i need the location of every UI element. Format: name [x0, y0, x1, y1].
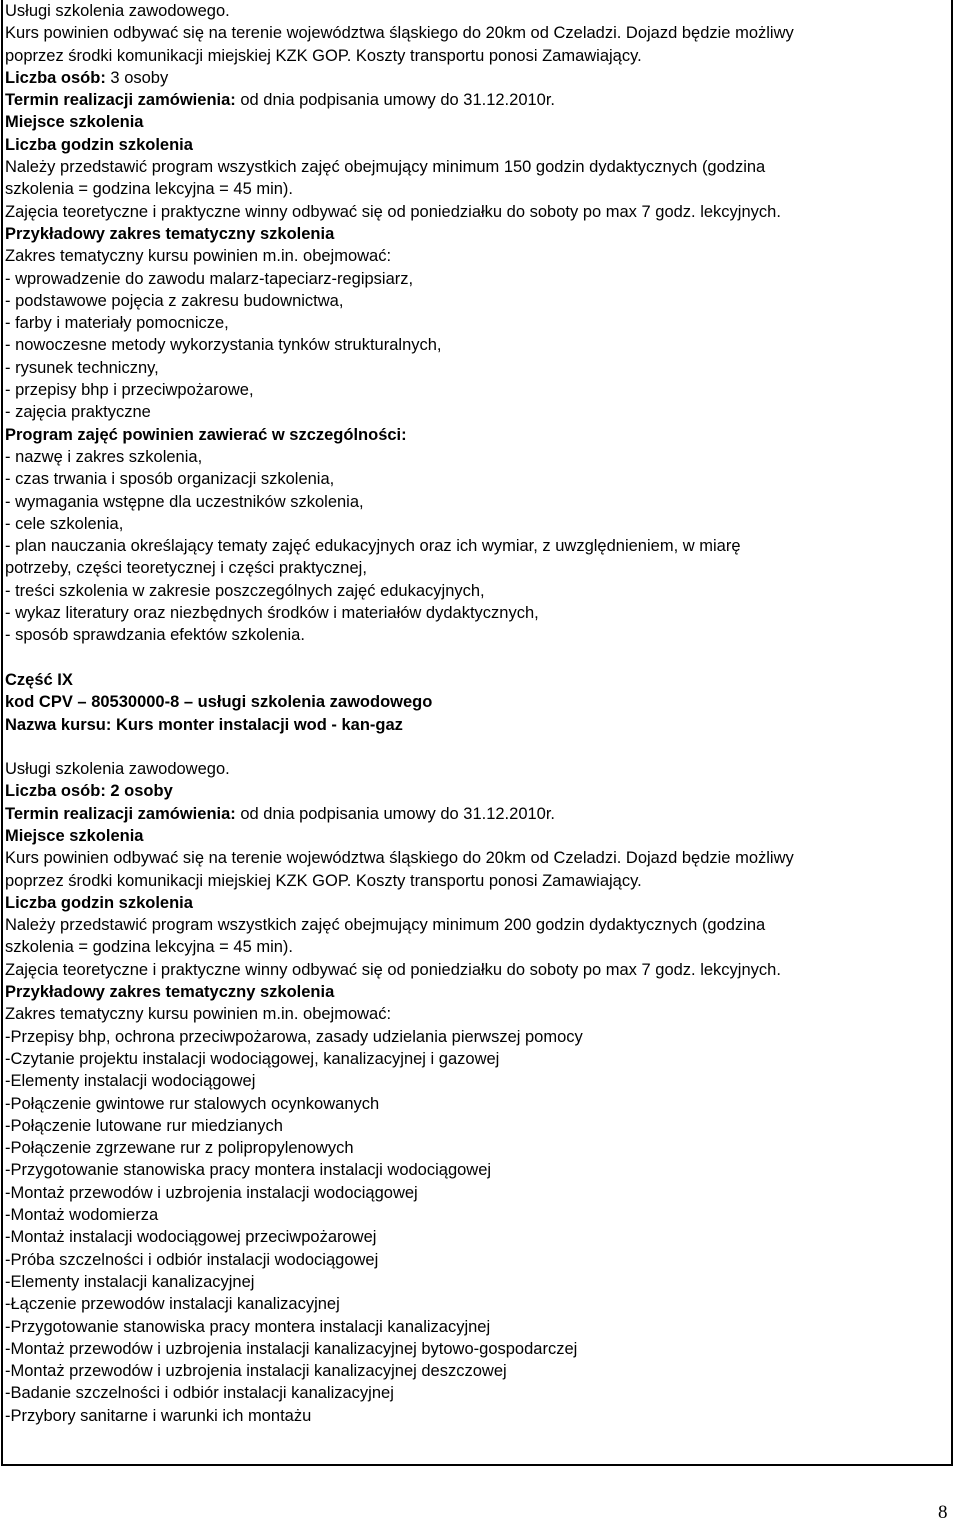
list-item: -Przygotowanie stanowiska pracy montera instalacji kanalizacyjnej	[5, 1317, 491, 1336]
scope-heading: Przykładowy zakres tematyczny szkolenia	[5, 983, 335, 1002]
hours-text-line-2: szkolenia = godzina lekcyjna = 45 min).	[5, 180, 293, 199]
persons-value: 3 osoby	[105, 68, 169, 87]
spacer	[5, 736, 949, 758]
location-text-line-2: poprzez środki komunikacji miejskiej KZK GOP. Koszty transportu ponosi Zamawiający.	[5, 871, 642, 890]
persons-line	[5, 67, 949, 89]
program-plan-line-1: - plan nauczania określający tematy zajęć edukacyjnych oraz ich wymiar, z uwzględnieniem, w miarę	[5, 537, 741, 556]
deadline-line	[5, 803, 949, 825]
service-type: Usługi szkolenia zawodowego.	[5, 2, 230, 20]
scope-heading: Przykładowy zakres tematyczny szkolenia	[5, 224, 335, 243]
place-heading: Miejsce szkolenia	[5, 113, 144, 132]
list-item: -Montaż wodomierza	[5, 1206, 159, 1225]
list-item: -Łączenie przewodów instalacji kanalizacyjnej	[5, 1295, 340, 1314]
document-frame	[1, 0, 953, 1466]
list-item: -Czytanie projektu instalacji wodociągowej, kanalizacyjnej i gazowej	[5, 1049, 500, 1068]
list-item: -Przybory sanitarne i warunki ich montażu	[5, 1406, 312, 1425]
list-item: -Połączenie zgrzewane rur z polipropylenowych	[5, 1139, 354, 1158]
deadline-value: od dnia podpisania umowy do 31.12.2010r.	[235, 804, 556, 823]
list-item: - przepisy bhp i przeciwpożarowe,	[5, 381, 254, 400]
deadline-label: Termin realizacji zamówienia:	[5, 91, 236, 110]
course-name: Nazwa kursu: Kurs monter instalacji wod - kan-gaz	[5, 715, 403, 734]
list-item: -Przygotowanie stanowiska pracy montera instalacji wodociągowej	[5, 1161, 492, 1180]
hours-heading: Liczba godzin szkolenia	[5, 893, 193, 912]
location-text-line-1: Kurs powinien odbywać się na terenie województwa śląskiego do 20km od Czeladzi. Dojazd będzie możliwy	[5, 24, 794, 43]
location-text-line-1: Kurs powinien odbywać się na terenie województwa śląskiego do 20km od Czeladzi. Dojazd będzie możliwy	[5, 849, 794, 868]
scope-intro: Zakres tematyczny kursu powinien m.in. obejmować:	[5, 1005, 392, 1024]
scope-intro: Zakres tematyczny kursu powinien m.in. obejmować:	[5, 247, 392, 266]
cpv-line: kod CPV – 80530000-8 – usługi szkolenia zawodowego	[5, 693, 433, 712]
hours-text-line-1: Należy przedstawić program wszystkich zajęć obejmujący minimum 200 godzin dydaktycznych (godzina	[5, 916, 766, 935]
deadline-value: od dnia podpisania umowy do 31.12.2010r.	[235, 91, 556, 110]
list-item: -Przepisy bhp, ochrona przeciwpożarowa, zasady udzielania pierwszej pomocy	[5, 1027, 583, 1046]
list-item: - nazwę i zakres szkolenia,	[5, 447, 203, 466]
list-item: -Elementy instalacji wodociągowej	[5, 1072, 256, 1091]
list-item: - podstawowe pojęcia z zakresu budownictwa,	[5, 291, 344, 310]
deadline-line	[5, 89, 949, 111]
part-title: Część IX	[5, 670, 73, 689]
list-item: -Montaż przewodów i uzbrojenia instalacji wodociągowej	[5, 1183, 418, 1202]
location-text-line-2: poprzez środki komunikacji miejskiej KZK GOP. Koszty transportu ponosi Zamawiający.	[5, 46, 642, 65]
schedule-text: Zajęcia teoretyczne i praktyczne winny odbywać się od poniedziałku do soboty po max 7 godz. lekcyjnych.	[5, 202, 781, 221]
list-item: - sposób sprawdzania efektów szkolenia.	[5, 626, 305, 645]
list-item: - cele szkolenia,	[5, 514, 124, 533]
list-item: -Elementy instalacji kanalizacyjnej	[5, 1272, 255, 1291]
hours-text-line-2: szkolenia = godzina lekcyjna = 45 min).	[5, 938, 293, 957]
list-item: -Montaż przewodów i uzbrojenia instalacji kanalizacyjnej deszczowej	[5, 1362, 507, 1381]
page-number: 8	[938, 1502, 948, 1523]
list-item: -Połączenie gwintowe rur stalowych ocynkowanych	[5, 1094, 380, 1113]
place-heading: Miejsce szkolenia	[5, 826, 144, 845]
list-item: -Montaż przewodów i uzbrojenia instalacji kanalizacyjnej bytowo-gospodarczej	[5, 1339, 578, 1358]
schedule-text: Zajęcia teoretyczne i praktyczne winny odbywać się od poniedziałku do soboty po max 7 godz. lekcyjnych.	[5, 960, 781, 979]
program-plan-line-2: potrzeby, części teoretycznej i części praktycznej,	[5, 559, 367, 578]
list-item: - wprowadzenie do zawodu malarz-tapeciarz-regipsiarz,	[5, 269, 414, 288]
list-item: - farby i materiały pomocnicze,	[5, 314, 229, 333]
program-heading: Program zajęć powinien zawierać w szczególności:	[5, 425, 407, 444]
list-item: - czas trwania i sposób organizacji szkolenia,	[5, 470, 335, 489]
service-type: Usługi szkolenia zawodowego.	[5, 760, 230, 779]
list-item: -Połączenie lutowane rur miedzianych	[5, 1116, 283, 1135]
list-item: - rysunek techniczny,	[5, 358, 159, 377]
list-item: - wymagania wstępne dla uczestników szkolenia,	[5, 492, 364, 511]
hours-heading: Liczba godzin szkolenia	[5, 135, 193, 154]
list-item: - treści szkolenia w zakresie poszczególnych zajęć edukacyjnych,	[5, 581, 485, 600]
list-item: -Próba szczelności i odbiór instalacji wodociągowej	[5, 1250, 379, 1269]
spacer	[5, 647, 949, 669]
list-item: -Montaż instalacji wodociągowej przeciwpożarowej	[5, 1228, 377, 1247]
list-item: - wykaz literatury oraz niezbędnych środków i materiałów dydaktycznych,	[5, 604, 539, 623]
persons-label: Liczba osób:	[5, 68, 106, 87]
hours-text-line-1: Należy przedstawić program wszystkich zajęć obejmujący minimum 150 godzin dydaktycznych (godzina	[5, 158, 766, 177]
list-item: - nowoczesne metody wykorzystania tynków strukturalnych,	[5, 336, 442, 355]
list-item: - zajęcia praktyczne	[5, 403, 151, 422]
deadline-label: Termin realizacji zamówienia:	[5, 804, 236, 823]
list-item: -Badanie szczelności i odbiór instalacji kanalizacyjnej	[5, 1384, 394, 1403]
persons-label: Liczba osób: 2 osoby	[5, 782, 173, 801]
